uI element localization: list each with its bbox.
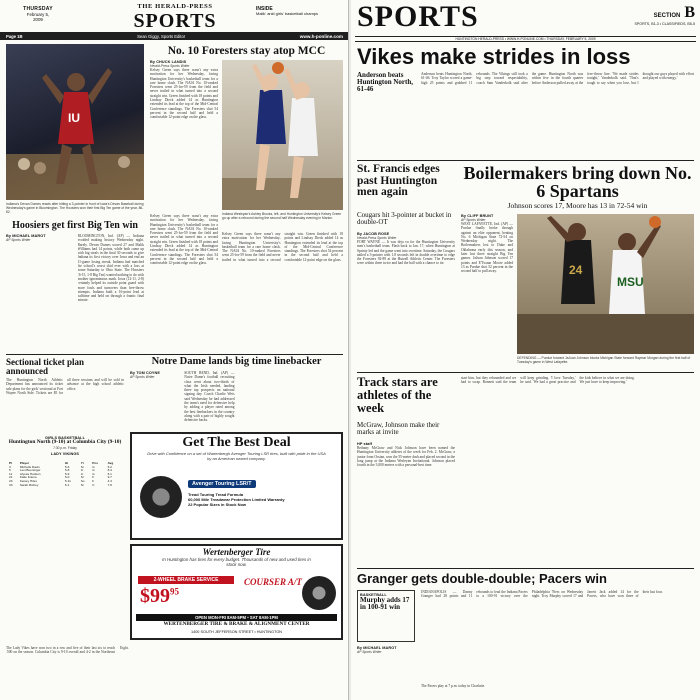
sports-masthead-title: SPORTS [357,0,479,33]
lineup-cell: C [92,482,95,487]
ad1-product: Avenger Touring LSR/T [188,480,256,488]
headline-sectional: Sectional ticket plan announced [6,357,84,377]
lineup-cell: 8.4 [107,468,112,473]
lineup-col-header: Pos [92,461,98,465]
lineup-table [8,462,122,487]
lineup-cell: Sr [80,475,84,480]
website-url: www.h-ponline.com [299,33,343,39]
lineup-col-header: Player [19,461,30,465]
lineup-cell: Sarah Richey [19,482,39,487]
lineup-cell: Alyssa Hudson [19,471,41,476]
story-granger-body: INDIANAPOLIS — Danny Granger had 28 points and 11 rebounds to lead the Indiana Pacers to a 100-91 victory over the Philadelphia 76ers on Wednesday night. Troy Murphy scored 17 and Jarrett Jack added 14 for the Pacers, who have won three of their last four. [421,590,663,599]
lineup-cell: Michelle Davis [19,464,40,469]
game-matchup: Huntington North (9-10) at Columbia City (9-10) [8,439,122,445]
watch-box-body: Murphy adds 17 in 100-91 win [360,596,410,612]
story-hoosiers-body: BLOOMINGTON, Ind. (AP) — Indiana avoided making history Wednesday night. Barely. Devan Dumes scored 27 and Malik Williams had 14 points, while both came up with big steals in the final 30 seconds to give Indiana its first victory over Iowa and end an 11-game losing streak. Indiana had matched the school's worst skid ever with a loss at home Saturday to Ohio State. The Hoosiers (6-15, 1-8 Big Ten) wanted nothing to do with another ignominious mark. Iowa (12-11, 2-8) certainly helped its outside point guard with more fouls and turnovers than free-throw attempts. Indiana built a 16-point lead at halftime and held on through a frantic final minute. [77,234,144,303]
headline-foresters: No. 10 Foresters stay atop MCC [167,45,326,57]
ad1-feature: Tread Touring Tread Formula [188,492,244,497]
lineup-col-header: Pl [9,461,12,465]
byline-granger-box [357,646,415,654]
lineup-cell: 11 [9,471,13,476]
story-granger-footer: The Pacers play at 7 p.m. today in Charlotte. [421,684,486,688]
dateline-year: 2009 [33,17,43,22]
byline-granger: By MICHAEL MAROT [357,646,397,650]
paper-name: THE HERALD-PRESS [137,3,213,10]
photo-purdue-block [517,214,694,354]
ad2-price-cents: 95 [170,586,179,597]
ad2-tagline: In Huntington has tires for every budget. Thousands of new and used tires in stock now. [162,557,311,568]
lineup-cell: 7.8 [107,482,112,487]
sports-editor: Sean Giggy, Sports Editor [137,33,186,39]
lineup-col-header: Avg [107,461,114,465]
section-title: SPORTS [133,9,217,32]
game-box [6,436,124,456]
byline-affil: AP Sports Writer [6,238,31,242]
lineup-cell: 33 [9,482,13,487]
lineup-cell: G [92,471,95,476]
byline-rose-affil: Herald-Press Sports Writer [357,236,397,240]
divider [6,354,343,355]
deck-boilermakers: Johnson scores 17, Moore has 13 in 72-54 win [507,201,648,210]
lineup-cell: So [80,478,85,483]
tire-icon [140,476,182,518]
svg-text:MSU: MSU [617,275,644,289]
left-newspaper-page [0,0,349,700]
byline-brunt: By CLIFF BRUNT [461,214,494,218]
lineup-row [8,484,122,488]
lineup-cell: 6-0 [64,475,70,480]
lineup-cell: Sr [80,464,84,469]
story-hoosiers [6,234,144,352]
page-label: Page 1B [6,33,23,39]
photo-caption-2: Indiana Wesleyan's Ashley Brooks, left, and Huntington University's Kelsey Green go up after a rebound during the second half Wednesday evening in Marion. [222,212,342,220]
basketball-photo-graphic [6,44,144,200]
ad2-price-box [140,586,179,606]
story-foresters-cont-2: Kelsey Green says there wasn't any extra motivation for her Wednesday, facing Huntington University's basketball team for a rare home clash. The NAIA No. 10-ranked Foresters went 25-for-59 from the field and never trailed in what turned into a second straight win. Green finished with 18 points and Lindsay Dieck added 14 as Huntington extended its lead at the top of the Mid-Central Conference standings. The Foresters shot 54 percent in the second half and held a comfortable 12-point edge on the glass. [222,232,343,262]
ad1-feature: 60,000 Mile Treadwear Protection Limited Warranty [188,497,285,502]
ad-wertenberger [130,544,343,640]
lineup-cell: 4.3 [107,478,112,483]
lineup-col-header: Yr [80,461,85,465]
dateline-day: THURSDAY [23,6,53,12]
svg-text:IU: IU [68,111,80,125]
ad2-special: 2-WHEEL BRAKE SERVICE [138,576,234,584]
photo-devan-dumes [6,44,144,200]
photo-green-rebound [222,60,343,210]
section-label: SECTION [653,13,681,19]
lineup-cell: 5-8 [64,468,70,473]
svg-text:24: 24 [569,263,583,277]
tire-icon [302,576,336,610]
deck-track: McGraw, Johnson make their marks at invite [357,421,440,437]
byline-granger-affil: AP Sports Writer [357,650,382,654]
lineup-cell: F [92,478,95,483]
dateline [8,6,68,22]
lineup-cell: 9.7 [107,475,112,480]
story-st-francis [357,232,455,368]
headline-vikes: Vikes make strides in loss [357,44,631,69]
lineup-cell: Jr [80,471,84,476]
photo-caption-3: DEFENDING — Purdue forward JaJuan Johnson blocks Michigan State forward Raymar Morgan during the first half of Tuesday's game in West Lafayette. [517,356,691,364]
ad2-address: 1400 SOUTH JEFFERSON STREET • HUNTINGTON [190,630,283,634]
lineup-cell: F [92,475,95,480]
footer-story: The Lady Vikes have won two in a row and five of their last six to reach .500 on the season. Columbia City is 9-10 overall and 4-2 in the Northeast Eight. [6,646,129,655]
lineup-cell: 6.1 [107,471,112,476]
headline-boilermakers: Boilermakers bring down No. 6 Spartans [463,163,692,202]
ad2-name: WERTENBERGER TIRE & BRAKE & ALIGNMENT CENTER [163,621,310,627]
lineup-cell: Lexi Bueninger [19,468,41,473]
headline-track: Track stars are athletes of the week [357,375,438,415]
divider [357,372,694,373]
ad2-price: $99 [140,585,170,607]
byline-rose: By JACOB ROSE [357,232,390,236]
ad1-title: Get The Best Deal [182,435,291,450]
section-contents: SPORTS, B1-3 • CLASSIFIEDS, B5-5 [634,22,695,26]
story-boilermakers-cont: start him, but they rebounded and we had to scrap. Bonnett said the team will keep grinding. 'I love Tuesday,' he said. 'We had a great practice and the kids believe in what we are doing. We just have to keep improving.' [461,376,635,385]
lineup-title: LADY VIKINGS [50,451,80,456]
lineup-cell: 5 [9,468,11,473]
divider [357,160,694,161]
lineup-cell: 21 [9,475,13,480]
byline-landis-affil: Herald-Press Sports Writer [150,64,190,68]
lineup-cell: 5.2 [107,464,112,469]
story-foresters-body: Kelsey Green says there wasn't any extra motivation for her Wednesday, facing Huntington University's basketball team for a rare home clash. The NAIA No. 10-ranked Foresters went 25-for-59 from the field and never trailed in what turned into a second straight win. Green finished with 18 points and Lindsay Dieck added 14 as Huntington extended its lead at the top of the Mid-Central Conference standings. The Foresters shot 54 percent in the second half and held a comfortable 12-point edge on the glass. [150,68,218,120]
story-st-francis-body: FORT WAYNE — It was deja vu for the Huntington University men's basketball team. Flash back to Jan. 17, when Huntington at Sprinty led and the game went into overtime. Saturday, the Cougars nailed a 3-pointer with 1.8 seconds left in double overtime to edge the Foresters 92-89 at the Hutzell Athletic Center. The Foresters were within three twice and had the ball with a chance to tie. [357,240,455,266]
lineup-cell: 5-9 [64,471,70,476]
byline-landis: By CHUCK LANDIS [150,60,187,64]
lineup-cell: Jr [80,468,84,473]
section-box [623,4,695,26]
lineup-cell: 5-6 [64,464,70,469]
ad2-hours: OPEN MON-FRI 8AM-5PM • SAT 8AM-1PM [136,614,337,621]
dateline-date: February 5, [26,12,50,17]
ad1-tagline: Drive with Confidence on a set of Wartenbergh Avenger Touring LSR tires, built with pride in the USA by an American owned company. [147,451,326,462]
watch-box [357,590,415,642]
block-photo-graphic [517,214,694,354]
lineup-cell: Kelsey Hiles [19,478,37,483]
inside-label: INSIDE [256,6,273,12]
story-notre-dame-columns [130,371,343,429]
lineup-cell: 5-11 [64,478,71,483]
byline-hp-staff: HP staff [357,442,373,446]
inside-box [256,6,342,17]
ad2-title: Wertenberger Tire [202,547,271,557]
story-foresters [150,60,218,210]
lineup-cell: 23 [9,478,13,483]
ad-best-deal [130,432,343,540]
section-letter: B [684,4,695,21]
deck-st-francis: Cougars hit 3-pointer at bucket in double-OT [357,211,452,227]
masthead-strip: HUNTINGTON HERALD-PRESS • WWW.H-PONLINE.COM • THURSDAY, FEBRUARY 5, 2009 [355,36,696,42]
rebound-photo-graphic [222,60,343,210]
lineup-cell: 3 [9,464,11,469]
headline-granger: Granger gets double-double; Pacers win [357,571,607,586]
story-notre-dame [130,371,343,429]
story-vikes-body: Anderson beats Huntington North, 61-46. Troy Taylor scored a game-high 25 points and grabbed 11 rebounds. The Vikings still took a big step toward respectability, coach Sam Vanderkolk said after the game. Huntington North was within five in the fourth quarter before Anderson pulled away at the free-throw line. 'We made strides tonight,' Vanderkolk said. 'That's tough to say when you lose, but I thought our guys played with effort and played with energy.' [421,72,694,85]
lineup-cell: Sr [80,482,84,487]
lineup-cell: G [92,464,95,469]
masthead [100,4,250,31]
lineup-col-header: Ht [64,461,69,465]
byline-brunt-affil: AP Sports Writer [461,218,486,222]
lineup-cell: Katie Frame [19,475,37,480]
ad1-features [188,492,338,507]
lineup-cell: G [92,468,95,473]
game-time: 7:30 p.m. Friday [53,445,77,450]
byline-coyne: By TOM COYNE [130,371,161,375]
story-hoosiers-columns [6,234,144,352]
story-foresters-cont: Kelsey Green says there wasn't any extra motivation for her Wednesday, facing Huntington University's basketball team for a rare home clash. The NAIA No. 10-ranked Foresters went 25-for-59 from the field and never trailed in what turned into a second straight win. Green finished with 18 points and Lindsay Dieck added 14 as Huntington extended its lead at the top of the Mid-Central Conference standings. The Foresters shot 54 percent in the second half and held a comfortable 12-point edge on the glass. [150,214,218,266]
watch-box-title: BASKETBALL [360,593,387,597]
lineup-cell: 6-1 [64,482,70,487]
story-boilermakers-body: WEST LAFAYETTE, Ind. (AP) — Purdue finally broke through against an elite opponent, beating No. 6 Michigan State 72-54 on Wednesday night. The Boilermakers lost to Duke and Oklahoma early this season, and later lost three straight Big Ten games. JaJuan Johnson scored 17 points and E'Twaun Moore added 13 as Purdue shot 52 percent in the second half to pull away. [461,222,513,274]
story-notre-dame-body: SOUTH BEND, Ind. (AP) — Notre Dame's football recruiting class went about two-thirds of what the Irish needed, landing three top prospects on national signing day. Coach Charlie Weis said Wednesday he had addressed the team's need for defensive help by adding a player rated among the best linebackers in the country along with a pair of highly sought defensive backs. [184,371,235,423]
story-boilermakers [461,214,513,368]
story-track [357,442,455,566]
headline-st-francis: St. Francis edges past Huntington men again [357,163,440,199]
divider [357,568,694,569]
headline-notre-dame: Notre Dame lands big time linebacker [151,356,322,367]
byline-coyne-affil: AP Sports Writer [130,375,155,379]
story-track-body: Bethany McGraw and Nick Johnson have been named the Huntington University athletes of the week for Feb. 2. McGraw, a junior from Ossian, won the 55-meter dash and placed second in the long jump at the Indiana Wesleyan Invitational. Johnson placed fourth in the 3,000 meters with a personal-best time. [357,446,455,468]
ad1-feature: 22 Popular Sizes in Stock Now [188,502,247,507]
byline-marot: By MICHAEL MAROT [6,234,46,238]
sectional-body: The Huntington North Athletic Department has announced its ticket sale plans for the girls' sectional at Fort Wayne North Side. Tickets are $5 for all three sessions and will be sold in advance at the high school athletic office. [6,378,124,395]
ad2-courser: COURSER A/T [244,577,302,587]
photo-caption-1: Indiana's Devan Dumes reacts after hitting a 3-pointer in front of Iowa's Devan Baseball during Wednesday's game in Bloomington. The Hoosiers won their first Big Ten game of the year, 86-82. [6,202,144,214]
masthead-strip [0,32,349,40]
headline-hoosiers: Hoosiers get first Big Ten win [12,220,138,231]
inside-text: Malik' ankl girls' basketball champs [256,11,318,16]
right-newspaper-page [351,0,700,700]
game-box-title: GIRLS BASKETBALL [45,436,85,440]
vikes-subhead: Anderson beats Huntington North, 61-46 [357,71,414,94]
